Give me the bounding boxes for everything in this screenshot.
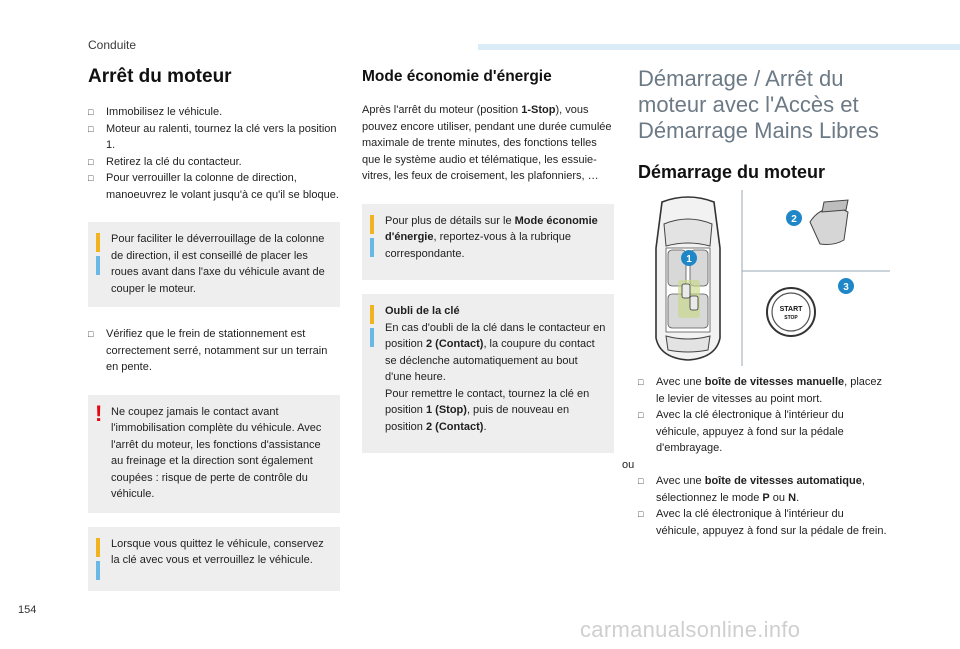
start-system-illustration bbox=[644, 188, 894, 366]
list-item: □ Vérifiez que le frein de stationnement est correctement serré, notamment sur un terrain en pente. bbox=[88, 328, 328, 373]
svg-text:3: 3 bbox=[843, 282, 849, 293]
chapter-title: Démarrage / Arrêt du moteur avec l'Accès et Démarrage Mains Libres bbox=[638, 66, 879, 143]
info-icon bbox=[370, 215, 374, 234]
start-stop-button-image bbox=[767, 288, 815, 336]
or-separator: ou bbox=[622, 458, 635, 471]
list-item: □ Retirez la clé du contacteur. bbox=[88, 154, 340, 171]
svg-text:2: 2 bbox=[791, 214, 797, 225]
list-item: □ Immobilisez le véhicule. bbox=[88, 104, 340, 121]
column-energy-saving bbox=[362, 66, 614, 453]
header-bar bbox=[478, 44, 960, 50]
warning-icon: ! bbox=[95, 400, 103, 426]
stop-label: STOP bbox=[784, 315, 798, 321]
callout-1 bbox=[681, 250, 697, 266]
list-item: □ Avec une boîte de vitesses manuelle, placez le levier de vitesses au point mort. bbox=[638, 376, 883, 405]
callout-2 bbox=[786, 210, 802, 226]
note-text: En cas d'oubli de la clé dans le contacteur en position 2 (Contact), la coupure du contact se déclenche automatiquement au bout d'une heure. bbox=[385, 321, 606, 383]
bullet-icon: □ bbox=[88, 123, 94, 134]
warning-text: Ne coupez jamais le contact avant l'immobilisation complète du véhicule. Avec l'arrêt du moteur, les fonctions d'assistance au freinage et la direction sont également coupées : risque de perte de contrôle du véhicule. bbox=[111, 405, 322, 500]
info-icon bbox=[96, 538, 100, 557]
callout-3 bbox=[838, 278, 854, 294]
info-icon bbox=[370, 328, 374, 347]
note-steering-lock bbox=[88, 222, 340, 307]
list-item: □ Moteur au ralenti, tournez la clé vers la position 1. bbox=[88, 122, 337, 151]
manual-steps-list bbox=[638, 374, 890, 457]
watermark: carmanualsonline.info bbox=[580, 617, 801, 642]
column-engine-stop bbox=[88, 66, 340, 591]
bullet-icon: □ bbox=[88, 329, 94, 339]
bullet-icon: □ bbox=[88, 156, 94, 167]
list-item: □ Pour verrouiller la colonne de direction, manoeuvrez le volant jusqu'à ce qu'il se bloque. bbox=[88, 172, 339, 201]
start-label: START bbox=[779, 306, 803, 313]
heading-engine-stop: Arrêt du moteur bbox=[88, 66, 232, 87]
info-icon bbox=[96, 233, 100, 252]
list-item: □ Avec la clé électronique à l'intérieur du véhicule, appuyez à fond sur la pédale de frein. bbox=[638, 508, 887, 537]
bullet-icon: □ bbox=[638, 410, 644, 420]
heading-energy-saving: Mode économie d'énergie bbox=[362, 68, 552, 85]
note-keep-key bbox=[88, 527, 340, 591]
warning-box bbox=[88, 395, 340, 513]
info-icon bbox=[96, 561, 100, 580]
pedal-press-image bbox=[810, 200, 848, 245]
automatic-steps-list bbox=[638, 473, 890, 539]
info-icon bbox=[96, 256, 100, 275]
intro-paragraph: Après l'arrêt du moteur (position 1-Stop), vous pouvez encore utiliser, pendant une durée cumulée maximale de trente minutes, des fonctions telles que le système audio et télématique, les essuie-vitres, les feux de croisement, les plafonniers, … bbox=[362, 104, 612, 182]
bullet-icon: □ bbox=[638, 476, 644, 486]
note-text: Pour plus de détails sur le Mode économie d'énergie, reportez-vous à la rubrique correspondante. bbox=[385, 214, 598, 260]
column-hands-free-start bbox=[638, 66, 890, 183]
start-procedure bbox=[622, 374, 890, 539]
steps-list bbox=[88, 104, 340, 203]
bullet-icon: □ bbox=[88, 173, 94, 183]
list-item: □ Avec une boîte de vitesses automatique, sélectionnez le mode P ou N. bbox=[638, 475, 865, 504]
bullet-icon: □ bbox=[638, 509, 644, 519]
note-key-forgotten bbox=[362, 294, 614, 453]
note-text: Lorsque vous quittez le véhicule, conservez la clé avec vous et verrouillez le véhicule. bbox=[111, 537, 324, 566]
note-energy-mode bbox=[362, 204, 614, 281]
note-title: Oubli de la clé bbox=[385, 305, 460, 317]
note-text: Pour remettre le contact, tournez la clé en position 1 (Stop), puis de nouveau en position 2 (Contact). bbox=[385, 387, 590, 433]
bullet-icon: □ bbox=[638, 377, 644, 387]
steps-list-2 bbox=[88, 326, 340, 376]
bullet-icon: □ bbox=[88, 107, 94, 117]
info-icon bbox=[370, 305, 374, 324]
list-item: □ Avec la clé électronique à l'intérieur du véhicule, appuyez à fond sur la pédale d'embrayage. bbox=[638, 409, 844, 454]
section-label: Conduite bbox=[88, 38, 137, 52]
car-top-view-image bbox=[656, 197, 720, 360]
page-number: 154 bbox=[18, 604, 37, 616]
info-icon bbox=[370, 238, 374, 257]
heading-engine-start: Démarrage du moteur bbox=[638, 162, 826, 182]
note-text: Pour faciliter le déverrouillage de la colonne de direction, il est conseillé de placer les roues avant dans l'axe du véhicule avant de couper le moteur. bbox=[111, 233, 325, 295]
svg-text:1: 1 bbox=[686, 254, 692, 265]
